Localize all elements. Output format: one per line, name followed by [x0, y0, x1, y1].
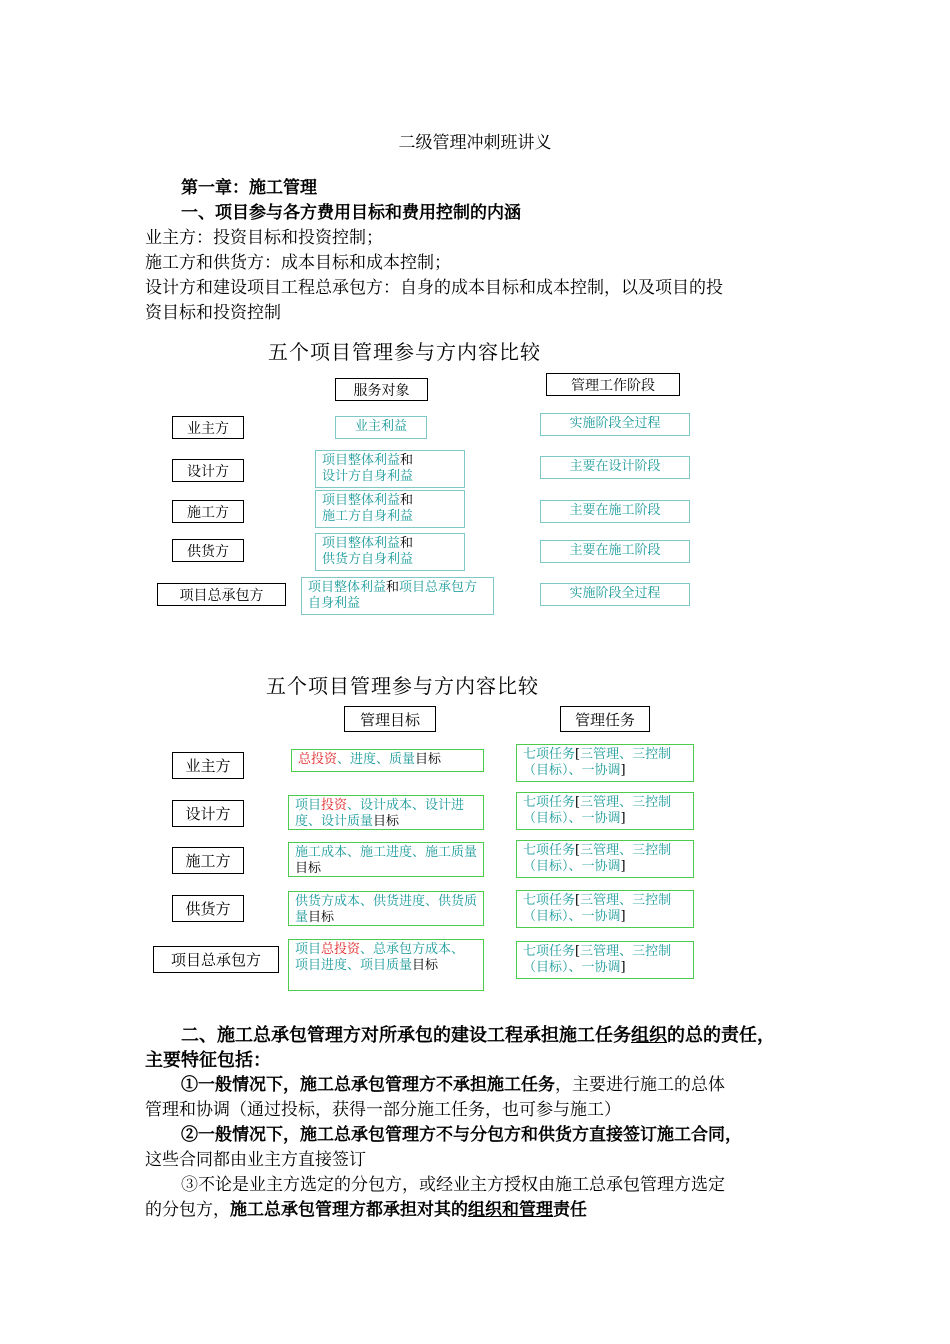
service-box: 项目整体利益和 供货方自身利益: [315, 533, 465, 571]
service-box: 项目整体利益和 设计方自身利益: [315, 450, 465, 488]
task-box: 七项任务[三管理、三控制（目标）、一协调]: [516, 840, 694, 878]
goal-box: 项目总投资、总承包方成本、项目进度、项目质量目标: [288, 939, 484, 991]
task-box: 七项任务[三管理、三控制（目标）、一协调]: [516, 744, 694, 782]
text-line: 业主方：投资目标和投资控制；: [145, 228, 383, 248]
goal-box: 施工成本、施工进度、施工质量目标: [288, 842, 484, 877]
goal-box: 项目投资、设计成本、设计进度、设计质量目标: [288, 795, 484, 830]
section2-heading-line2: 主要特征包括：: [145, 1050, 271, 1071]
section2-heading: 二、施工总承包管理方对所承包的建设工程承担施工任务组织的总的责任，: [181, 1025, 775, 1046]
stage-box: 主要在设计阶段: [540, 456, 690, 479]
item-1-line2: 管理和协调（通过投标，获得一部分施工任务，也可参与施工）: [145, 1100, 621, 1120]
task-box: 七项任务[三管理、三控制（目标）、一协调]: [516, 890, 694, 928]
party-label: 施工方: [172, 500, 244, 523]
goal-box: 总投资、进度、质量目标: [291, 749, 484, 772]
col-header-task: 管理任务: [560, 706, 650, 732]
text-line: 设计方和建设项目工程总承包方：自身的成本目标和成本控制，以及项目的投: [145, 278, 723, 298]
figure-2-title: 五个项目管理参与方内容比较: [266, 674, 539, 698]
party-label: 供货方: [172, 895, 244, 922]
service-box: 项目整体利益和项目总承包方自身利益: [301, 577, 494, 615]
col-header-goal: 管理目标: [344, 706, 436, 732]
stage-box: 实施阶段全过程: [540, 413, 690, 436]
party-label: 项目总承包方: [157, 583, 286, 606]
stage-box: 主要在施工阶段: [540, 500, 690, 523]
col-header-service: 服务对象: [335, 378, 428, 401]
task-box: 七项任务[三管理、三控制（目标）、一协调]: [516, 941, 694, 979]
service-box: 项目整体利益和 施工方自身利益: [315, 490, 465, 528]
party-label: 供货方: [172, 539, 244, 562]
party-label: 业主方: [172, 416, 244, 439]
item-3: ③不论是业主方选定的分包方，或经业主方授权由施工总承包管理方选定: [181, 1175, 725, 1195]
text-line: 资目标和投资控制: [145, 303, 281, 323]
col-header-stage: 管理工作阶段: [546, 373, 680, 396]
party-label: 业主方: [172, 752, 244, 779]
goal-box: 供货方成本、供货进度、供货质量目标: [288, 891, 484, 926]
task-box: 七项任务[三管理、三控制（目标）、一协调]: [516, 792, 694, 830]
party-label: 设计方: [172, 800, 244, 827]
service-box: 业主利益: [335, 416, 427, 439]
text-line: 施工方和供货方：成本目标和成本控制；: [145, 253, 451, 273]
item-3-line2: 的分包方，施工总承包管理方都承担对其的组织和管理责任: [145, 1200, 587, 1220]
party-label: 施工方: [172, 847, 244, 874]
item-2-line2: 这些合同都由业主方直接签订: [145, 1150, 366, 1170]
figure-1-title: 五个项目管理参与方内容比较: [268, 340, 541, 364]
party-label: 项目总承包方: [153, 946, 279, 973]
item-2: ②一般情况下，施工总承包管理方不与分包方和供货方直接签订施工合同，: [181, 1125, 742, 1145]
page-title: 二级管理冲刺班讲义: [398, 133, 552, 153]
stage-box: 实施阶段全过程: [540, 583, 690, 606]
stage-box: 主要在施工阶段: [540, 540, 690, 563]
chapter-heading: 第一章：施工管理: [181, 178, 317, 198]
item-1: ①一般情况下，施工总承包管理方不承担施工任务，主要进行施工的总体: [181, 1075, 725, 1095]
section1-heading: 一、项目参与各方费用目标和费用控制的内涵: [181, 203, 521, 223]
party-label: 设计方: [172, 459, 244, 482]
